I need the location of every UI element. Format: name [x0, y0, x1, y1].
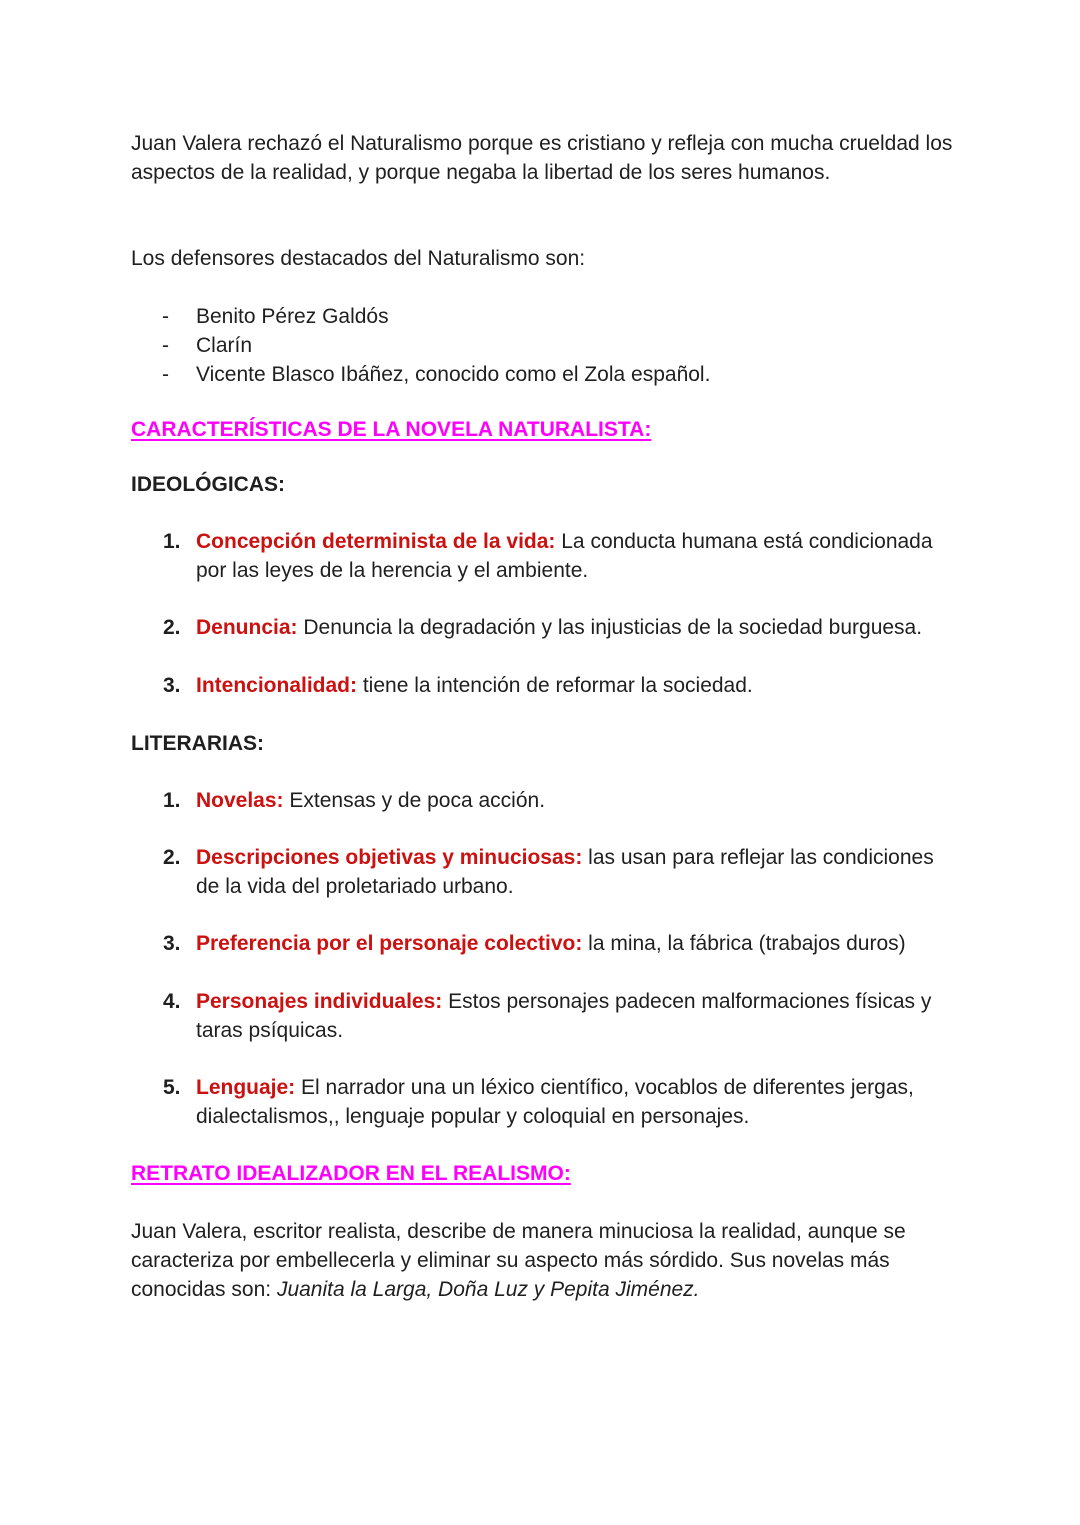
- dash-bullet: -: [162, 305, 169, 328]
- numbered-item: [131, 613, 960, 642]
- intro-paragraph: [131, 129, 960, 187]
- item-number: 2.: [163, 846, 181, 869]
- section-heading-link[interactable]: RETRATO IDEALIZADOR EN EL REALISMO:: [131, 1162, 571, 1185]
- item-term: Personajes individuales:: [196, 990, 443, 1013]
- item-term: Descripciones objetivas y minuciosas:: [196, 846, 583, 869]
- subheading-text: LITERARIAS:: [131, 732, 264, 755]
- intro-text: Juan Valera rechazó el Naturalismo porque es cristiano y refleja con mucha crueldad los aspectos de la realidad, y porque negaba la libertad de los seres humanos.: [131, 132, 953, 184]
- list-item-text: Benito Pérez Galdós: [196, 305, 389, 328]
- item-number: 3.: [163, 932, 181, 955]
- subheading-literarias: [131, 729, 960, 758]
- item-number: 5.: [163, 1076, 181, 1099]
- item-number: 4.: [163, 990, 181, 1013]
- item-term: Denuncia:: [196, 616, 298, 639]
- subheading-text: IDEOLÓGICAS:: [131, 473, 286, 496]
- section-heading-retrato: [131, 1159, 960, 1188]
- closing-paragraph: [131, 1217, 960, 1304]
- closing-text: [131, 1217, 960, 1304]
- item-term: Intencionalidad:: [196, 674, 358, 697]
- list-item-text: Vicente Blasco Ibáñez, conocido como el Zola español.: [196, 363, 711, 386]
- numbered-item: [131, 786, 960, 815]
- item-text: tiene la intención de reformar la sociedad.: [357, 674, 753, 697]
- list-item-text: Clarín: [196, 334, 253, 357]
- item-number: 2.: [163, 616, 181, 639]
- item-text: las usan para reflejar las condiciones de la vida del proletariado urbano.: [196, 846, 934, 898]
- numbered-item: [131, 1073, 960, 1131]
- novel-titles: Juanita la Larga, Doña Luz y Pepita Jiménez.: [276, 1278, 700, 1301]
- closing-text-body: Juan Valera, escritor realista, describe de manera minuciosa la realidad, aunque se caracteriza por embellecerla y eliminar su aspecto más sórdido. Sus novelas más conocidas son:: [131, 1220, 906, 1301]
- item-term: Lenguaje:: [196, 1076, 296, 1099]
- dash-bullet: -: [162, 334, 169, 357]
- item-text: Denuncia la degradación y las injusticias de la sociedad burguesa.: [297, 616, 923, 639]
- item-number: 1.: [163, 789, 181, 812]
- list-item: [131, 302, 710, 331]
- defenders-lead: [131, 244, 960, 273]
- numbered-item: [131, 843, 960, 901]
- numbered-item: [131, 671, 960, 700]
- numbered-item: [131, 987, 960, 1045]
- item-term: Novelas:: [196, 789, 284, 812]
- item-term: Preferencia por el personaje colectivo:: [196, 932, 583, 955]
- item-number: 3.: [163, 674, 181, 697]
- item-text: la mina, la fábrica (trabajos duros): [582, 932, 906, 955]
- defenders-list: [131, 302, 710, 389]
- numbered-item: [131, 527, 960, 585]
- item-text: El narrador una un léxico científico, vocablos de diferentes jergas, dialectalismos,, lenguaje popular y coloquial en personajes.: [196, 1076, 914, 1128]
- item-text: Estos personajes padecen malformaciones físicas y taras psíquicas.: [196, 990, 932, 1042]
- list-item: [131, 331, 710, 360]
- numbered-item: [131, 929, 960, 958]
- list-item: [131, 360, 710, 389]
- dash-bullet: -: [162, 363, 169, 386]
- section-heading-link[interactable]: CARACTERÍSTICAS DE LA NOVELA NATURALISTA:: [131, 418, 652, 441]
- item-text: La conducta humana está condicionada por las leyes de la herencia y el ambiente.: [196, 530, 933, 582]
- section-heading-caracteristicas: [131, 415, 960, 444]
- item-number: 1.: [163, 530, 181, 553]
- defenders-lead-text: Los defensores destacados del Naturalismo son:: [131, 247, 586, 270]
- subheading-ideologicas: [131, 470, 960, 499]
- item-term: Concepción determinista de la vida:: [196, 530, 556, 553]
- item-text: Extensas y de poca acción.: [283, 789, 546, 812]
